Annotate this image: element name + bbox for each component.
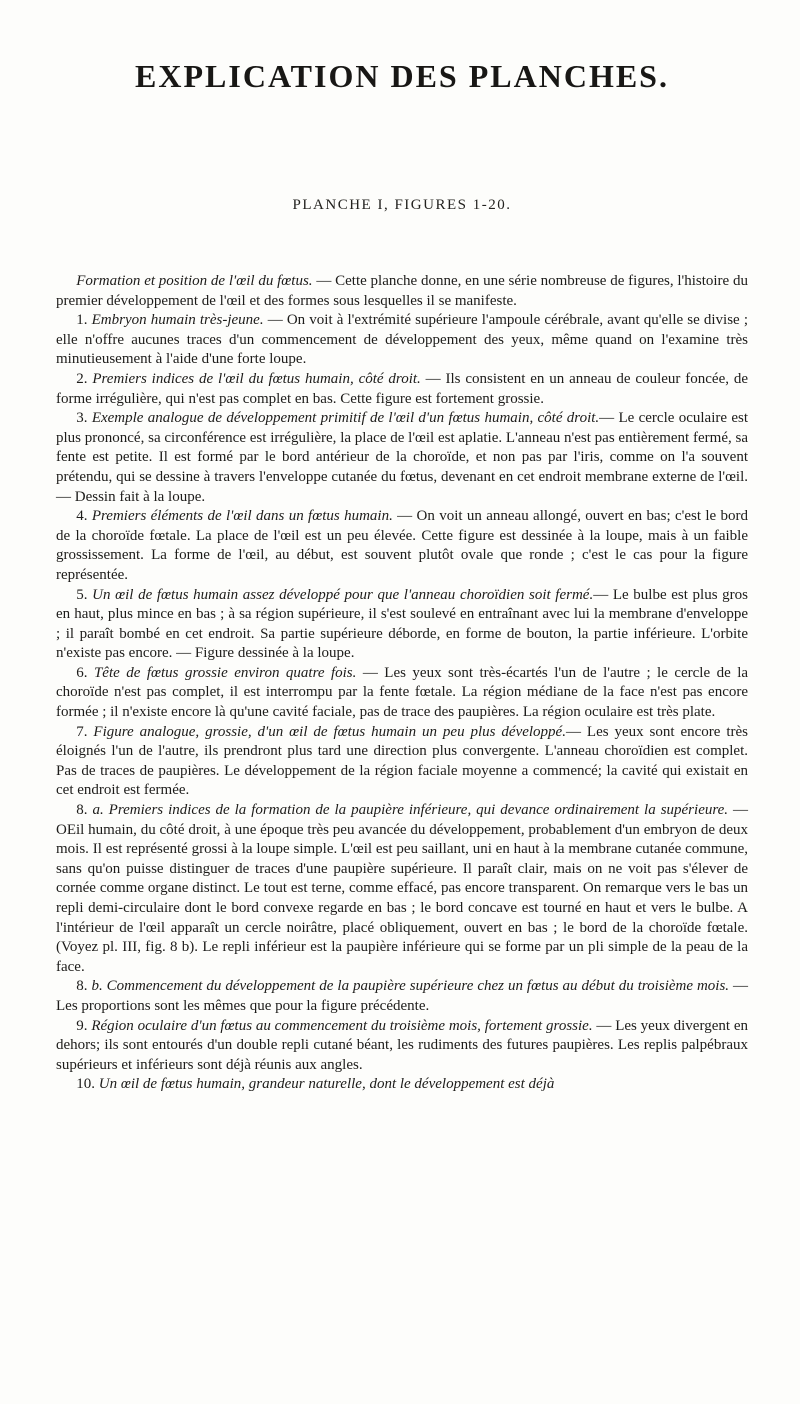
plate-subtitle: PLANCHE I, FIGURES 1-20. [292, 197, 512, 213]
entry-title: Un œil de fœtus humain assez développé pour que l'anneau choroïdien soit fermé. [92, 586, 594, 603]
entry-title: Exemple analogue de développement primitif de l'œil d'un fœtus humain, côté droit. [91, 410, 600, 427]
entry-number: 10. [76, 1076, 99, 1093]
entry-paragraph-6 [56, 664, 748, 723]
entry-number: 8. [76, 978, 92, 995]
entry-number: 8. [76, 802, 93, 819]
entry-text: — On voit un anneau allongé, ouvert en bas; c'est le bord de la choroïde fœtale. La place de l'œil est un peu élevée. Cette figure est dessinée à la loupe, mais à un faible grossissement. La forme de l'œil, au début, est souvent plutôt ovale que ronde ; c'est le cas pour la figure représentée. [56, 508, 748, 583]
entry-number: 7. [76, 723, 94, 740]
entry-text: — Cette planche donne, en une série nombreuse de figures, l'histoire du premier développement de l'œil et des formes sous lesquelles il se manifeste. [56, 273, 748, 309]
entry-text: — Les proportions sont les mêmes que pour la figure précédente. [56, 978, 749, 1014]
entry-title: Région oculaire d'un fœtus au commencement du troisième mois, fortement grossie. [91, 1017, 593, 1034]
entry-paragraph-1 [56, 311, 748, 370]
entry-title: Un œil de fœtus humain, grandeur naturelle, dont le développement est déjà [98, 1076, 555, 1093]
entry-number: 4. [76, 508, 92, 525]
entry-title: Formation et position de l'œil du fœtus. [76, 273, 313, 289]
entry-text: — On voit à l'extrémité supérieure l'ampoule cérébrale, avant qu'elle se divise ; elle n'offre aucunes traces d'un commencement de développement des yeux, même quand on l'examine très minutieusement à l'aide d'une forte loupe. [56, 312, 749, 368]
entry-number: 6. [76, 664, 94, 681]
intro-paragraph [56, 272, 748, 311]
entry-title: a. Premiers indices de la formation de la paupière inférieure, qui devance ordinairement la supérieure. [92, 802, 729, 819]
entry-text: — Le bulbe est plus gros en haut, plus mince en bas ; à sa région supérieure, il s'est soulevé en entraînant avec lui la membrane d'enveloppe ; il paraît bombé en cet endroit. Sa partie supérieure déborde, en forme de bouton, la partie inférieure. L'orbite n'existe pas encore. — Figure dessinée à la loupe. [56, 586, 748, 662]
entry-number: 2. [76, 370, 93, 387]
body-text [56, 272, 748, 1095]
entry-title: Tête de fœtus grossie environ quatre fois. [93, 664, 357, 681]
entry-paragraph-8b [56, 977, 748, 1016]
entry-text: — Les yeux sont très-écartés l'un de l'autre ; le cercle de la choroïde n'est pas complet, il est interrompu par la fente fœtale. La région médiane de la face n'est pas encore formée ; il n'existe encore là qu'une cavité faciale, pas de trace des paupières. La région oculaire est très plate. [56, 664, 749, 721]
entry-text: — Les yeux divergent en dehors; ils sont entourés d'un double repli cutané béant, les rudiments des futures paupières. Les replis palpébraux supérieurs et inférieurs sont déjà réunis aux angles. [56, 1017, 748, 1073]
entry-paragraph-3 [56, 409, 748, 507]
entry-paragraph-5 [56, 586, 748, 664]
entry-text: — Ils consistent en un anneau de couleur foncée, de forme irrégulière, qui n'est pas complet en bas. Cette figure est fortement grossie. [56, 370, 749, 407]
entry-number: 5. [76, 586, 93, 603]
entry-title: Premiers éléments de l'œil dans un fœtus humain. [91, 508, 393, 525]
entry-text: — Le cercle oculaire est plus prononcé, sa circonférence est irrégulière, la place de l'œil est aplatie. L'anneau n'est pas entièrement fermé, sa fente est petite. Il est formé par le bord antérieur de la choroïde, et non pas par l'iris, comme on l'a souvent prétendu, qui se dessine à travers l'enveloppe cutanée du fœtus, devenant en cet endroit membrane externe de l'œil. — Dessin fait à la loupe. [56, 410, 748, 505]
entry-text: — OEil humain, du côté droit, à une époque très peu avancée du développement, probablement d'un embryon de deux mois. Il est représenté grossi à la loupe simple. L'œil est peu saillant, uni en haut à la membrane cutanée commune, sans qu'on puisse distinguer de traces d'une paupière supérieure. Il paraît clair, mais on ne voit pas s'élever de cornée comme organe distinct. Le tout est terne, comme effacé, pas encore transparent. On remarque vers le bas un repli demi-circulaire dont le bord convexe regarde en bas ; le bord concave est tourné en haut et vers le bulbe. A l'intérieur de l'œil apparaît un cercle noirâtre, placé obliquement, ouvert en bas ; le bord de la choroïde fœtale. (Voyez pl. III, fig. 8 b). Le repli inférieur est la paupière inférieure qui se forme par un pli simple de la peau de la face. [56, 802, 749, 975]
page-title: EXPLICATION DES PLANCHES. [135, 58, 669, 94]
entry-paragraph-4 [56, 507, 748, 585]
entry-title: Figure analogue, grossie, d'un œil de fœtus humain un peu plus développé. [93, 723, 566, 740]
entry-title: b. Commencement du développement de la paupière supérieure chez un fœtus au début du troisième mois. [91, 978, 730, 995]
entry-paragraph-2 [56, 370, 748, 409]
entry-paragraph-8a [56, 801, 748, 977]
entry-title: Embryon humain très-jeune. [91, 312, 264, 329]
entry-title: Premiers indices de l'œil du fœtus humain, côté droit. [92, 370, 421, 387]
entry-number: 1. [76, 312, 92, 329]
entry-paragraph-9 [56, 1017, 748, 1076]
entry-paragraph-10 [56, 1075, 748, 1095]
entry-text: — Les yeux sont encore très éloignés l'un de l'autre, ils prendront plus tard une direction plus convergente. L'anneau choroïdien est complet. Pas de traces de paupières. Le développement de la région faciale moyenne a commencé; la cavité qui existait en cet endroit est fermée. [56, 723, 749, 799]
entry-paragraph-7 [56, 723, 748, 801]
entry-number: 9. [76, 1017, 92, 1034]
entry-number: 3. [76, 410, 92, 427]
